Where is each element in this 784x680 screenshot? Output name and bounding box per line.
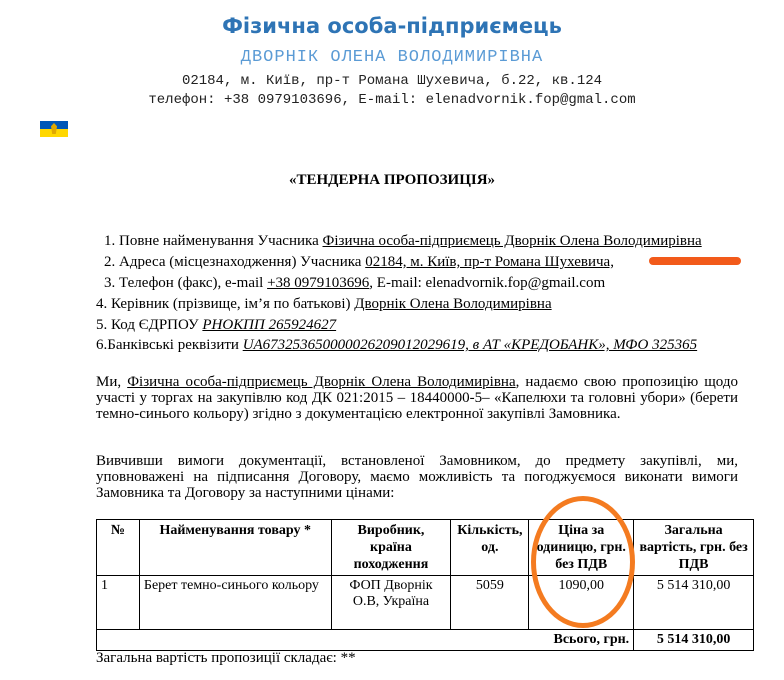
field-label: 2. Адреса (місцезнаходження) Учасника [104, 254, 366, 270]
field-value: Дворнік Олена Володимирівна [354, 296, 552, 312]
field-manager [96, 296, 552, 313]
field-bank [96, 337, 697, 354]
footer-text: Загальна вартість пропозиції складає: ** [96, 650, 356, 666]
field-value: +38 0979103696 [267, 275, 370, 291]
cell-num: 1 [97, 576, 140, 630]
cell-name: Берет темно-синього кольору [139, 576, 331, 630]
cell-total: 5 514 310,00 [634, 576, 754, 630]
total-value: 5 514 310,00 [634, 630, 754, 651]
table-row [97, 576, 754, 630]
total-label: Всього, грн. [97, 630, 634, 651]
field-full-name [104, 233, 702, 250]
paragraph-prefix: Ми, [96, 374, 128, 390]
header-contacts: телефон: +38 0979103696, E-mail: elenadvornik.fop@gmal.com [148, 92, 636, 108]
field-label: 1. Повне найменування Учасника [104, 233, 323, 249]
cell-maker: ФОП Дворнік О.В, Україна [331, 576, 451, 630]
table-header: Найменування товару * [139, 520, 331, 576]
table-header: Ціна за одиницю, грн. без ПДВ [529, 520, 634, 576]
ukraine-flag-icon [40, 121, 68, 137]
paragraph-name: Фізична особа-підприємець Дворнік Олена Володимирівна [127, 374, 516, 390]
paragraph-terms: Вивчивши вимоги документації, встановленої Замовником, до предмету закупівлі, ми, уповноважені на підписання Договору, маємо можливість та погоджуємося виконати вимоги Замовника та Договору за наступними цінами: [96, 453, 738, 501]
paragraph-text: , надаємо свою пропозицію щодо участі у торгах на закупівлю код ДК 021:2015 – 18440000-5– «Капелюхи та головні убори» (берети темно-синього кольору) згідно з документацією електронної закупівлі Замовника. [96, 374, 738, 422]
field-label: 6.Банківські реквізити [96, 337, 243, 353]
highlight-circle [531, 496, 635, 628]
table-header: Виробник, країна походження [331, 520, 451, 576]
document-heading: «ТЕНДЕРНА ПРОПОЗИЦІЯ» [288, 172, 496, 188]
field-label: 5. Код ЄДРПОУ [96, 317, 203, 333]
field-label: 4. Керівник (прізвище, ім’я по батькові) [96, 296, 355, 312]
field-value: UA673253650000026209012029619, в АТ «КРЕДОБАНК», МФО 325365 [242, 337, 698, 353]
table-header-row [97, 520, 754, 576]
table-total-row [97, 630, 754, 651]
field-rest: , E-mail: elenadvornik.fop@gmail.com [369, 275, 606, 291]
header-address: 02184, м. Київ, пр-т Романа Шухевича, б.22, кв.124 [181, 73, 603, 89]
field-code [96, 317, 336, 334]
table-header: Кількість, од. [451, 520, 529, 576]
cell-price: 1090,00 [529, 576, 634, 630]
field-address [104, 254, 614, 271]
table-header: Загальна вартість, грн. без ПДВ [634, 520, 754, 576]
cell-qty: 5059 [451, 576, 529, 630]
header-name: ДВОРНІК ОЛЕНА ВОЛОДИМИРІВНА [240, 48, 544, 67]
table-header: № [97, 520, 140, 576]
price-table [96, 519, 754, 651]
field-value: 02184, м. Київ, пр-т Романа Шухевича, [365, 254, 614, 270]
field-value: РНОКПП 265924627 [202, 317, 337, 333]
redaction-mark [649, 257, 741, 265]
field-label: 3. Телефон (факс), e-mail [104, 275, 268, 291]
field-value: Фізична особа-підприємець Дворнік Олена Володимирівна [322, 233, 702, 249]
header-title: Фізична особа-підприємець [222, 14, 562, 38]
paragraph-intro [96, 374, 738, 422]
field-phone [104, 275, 605, 292]
